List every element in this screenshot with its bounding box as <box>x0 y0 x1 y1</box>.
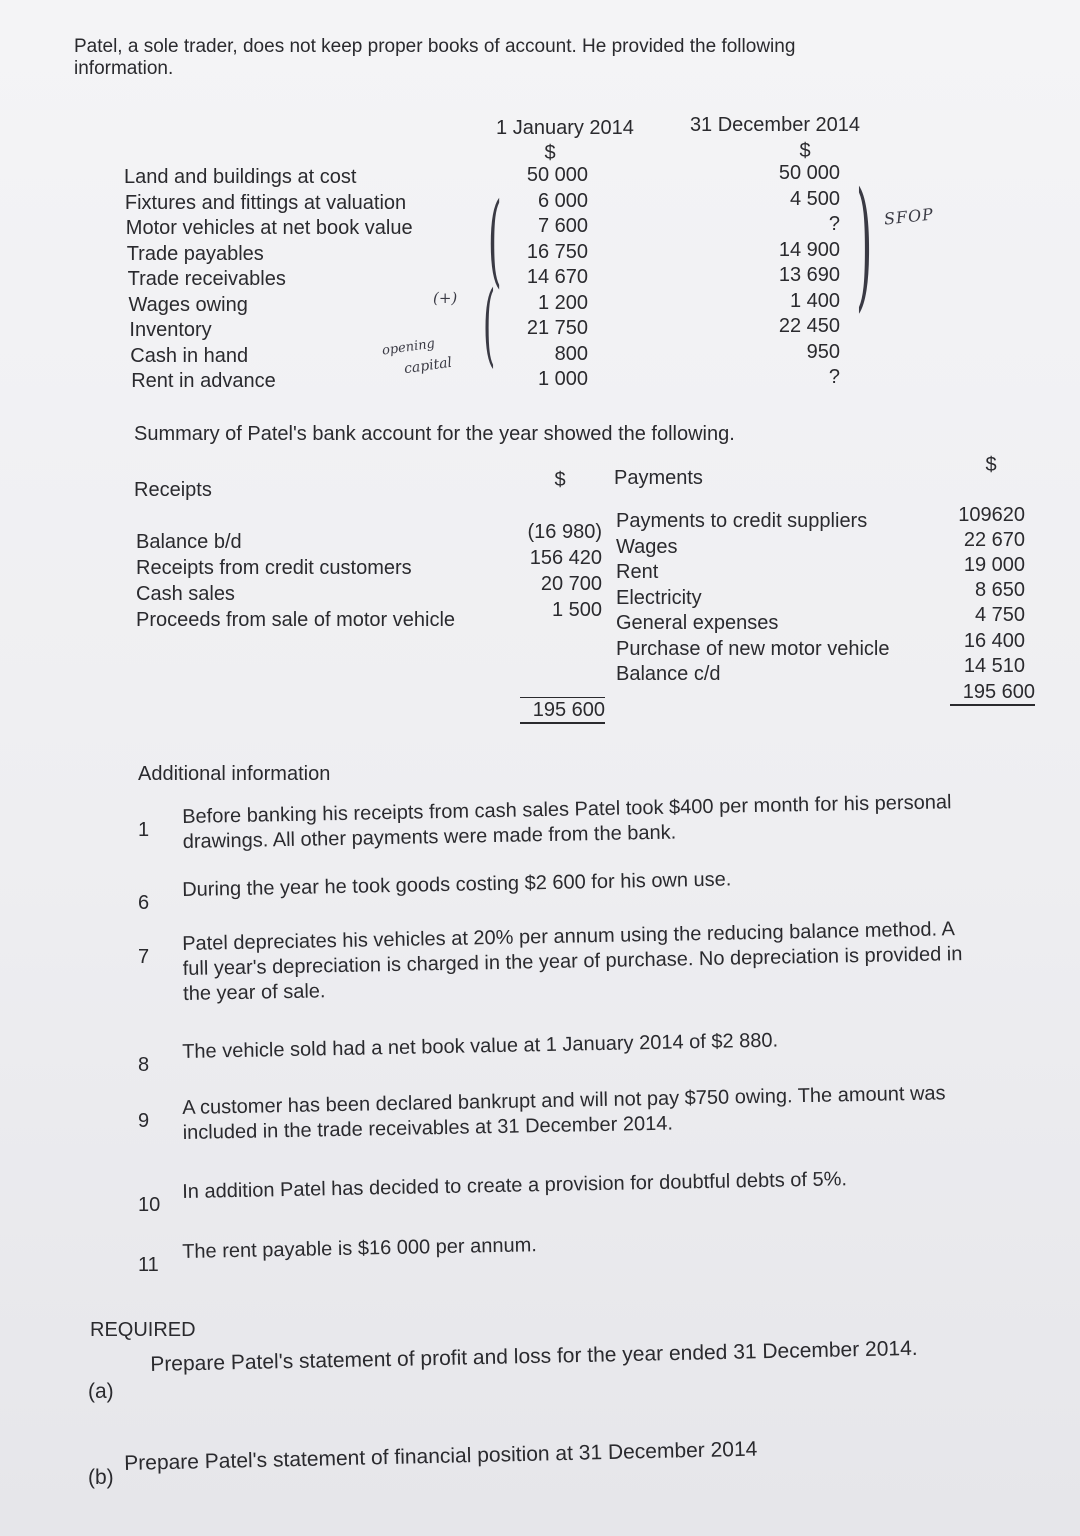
receipt-label: Cash sales <box>136 583 235 605</box>
note-number: 9 <box>138 1110 150 1132</box>
payment-label: Purchase of new motor vehicle <box>616 637 890 660</box>
balance-row-dec: 22 450 <box>778 315 840 337</box>
payment-label: Balance c/d <box>616 663 721 685</box>
balance-row-label: Cash in hand <box>130 344 249 367</box>
note-text: The rent payable is $16 000 per annum. <box>182 1234 538 1263</box>
balance-row-jan: 21 750 <box>526 317 588 339</box>
payment-label: Payments to credit suppliers <box>616 510 868 532</box>
balance-row-label: Inventory <box>129 319 212 341</box>
required-b-label: (b) <box>88 1466 114 1489</box>
balance-row-label: Fixtures and fittings at valuation <box>124 191 407 214</box>
balance-row-label: Motor vehicles at net book value <box>125 217 413 239</box>
receipts-currency: $ <box>554 469 566 491</box>
receipts-header: Receipts <box>134 479 212 501</box>
receipt-value: (16 980) <box>527 521 602 543</box>
payment-value: 16 400 <box>963 629 1025 652</box>
payment-value: 22 670 <box>963 529 1025 552</box>
balance-row-dec: 50 000 <box>778 162 840 184</box>
handwritten-plus: (+) <box>433 289 458 307</box>
currency-dec: $ <box>799 140 811 162</box>
payment-value: 4 750 <box>974 604 1025 627</box>
note-text: During the year he took goods costing $2 600 for his own use. <box>182 868 732 901</box>
handwritten-capital: capital <box>403 354 453 378</box>
balance-row-label: Wages owing <box>128 293 248 316</box>
receipt-label: Receipts from credit customers <box>136 557 412 579</box>
intro-text <box>74 36 795 80</box>
balance-row-dec: 4 500 <box>789 187 840 210</box>
payment-value: 109620 <box>958 504 1025 526</box>
receipt-value: 1 500 <box>551 599 602 621</box>
required-a-text: Prepare Patel's statement of profit and loss for the year ended 31 December 2014. <box>150 1336 918 1376</box>
payment-value: 14 510 <box>963 654 1025 677</box>
balance-row-jan: 6 000 <box>537 189 588 212</box>
note-text: In addition Patel has decided to create a provision for doubtful debts of 5%. <box>182 1168 848 1203</box>
balance-row-dec: ? <box>828 213 840 235</box>
balance-row-jan: 14 670 <box>526 266 588 288</box>
bank-summary-text: Summary of Patel's bank account for the year showed the following. <box>134 423 735 445</box>
payment-value: 8 650 <box>974 579 1025 602</box>
note-text: Before banking his receipts from cash sales Patel took $400 per month for his personal drawings. All other payments were made from the bank. <box>182 791 952 853</box>
receipt-value: 156 420 <box>529 547 602 569</box>
receipts-total: 195 600 <box>520 697 605 724</box>
balance-row-jan: 1 200 <box>537 291 588 314</box>
balance-row-label: Rent in advance <box>131 370 276 392</box>
col-header-jan: 1 January 2014 <box>496 117 634 139</box>
required-title: REQUIRED <box>90 1319 196 1341</box>
payment-value: 19 000 <box>963 554 1025 577</box>
note-number: 8 <box>138 1054 150 1076</box>
col-header-dec: 31 December 2014 <box>689 114 861 136</box>
balance-row-dec: 950 <box>806 340 840 363</box>
currency-jan: $ <box>544 142 556 164</box>
right-brace: ) <box>856 163 873 326</box>
left-brace-lower: ( <box>483 272 496 377</box>
payment-label: General expenses <box>616 612 779 634</box>
payments-total: 195 600 <box>950 680 1035 706</box>
balance-row-dec: 14 900 <box>778 238 840 261</box>
handwritten-opening: opening <box>381 336 436 359</box>
balance-row-dec: 1 400 <box>789 289 840 312</box>
payments-currency: $ <box>985 454 997 476</box>
balance-row-label: Trade receivables <box>127 268 286 290</box>
balance-row-label: Land and buildings at cost <box>124 166 357 188</box>
required-b-text: Prepare Patel's statement of financial position at 31 December 2014 <box>124 1437 758 1475</box>
balance-row-jan: 800 <box>554 342 588 365</box>
payment-label: Electricity <box>616 586 702 609</box>
balance-row-dec: 13 690 <box>778 264 840 286</box>
note-number: 10 <box>138 1194 161 1216</box>
payment-label: Rent <box>616 561 659 583</box>
receipt-value: 20 700 <box>540 573 602 595</box>
balance-row-jan: 16 750 <box>526 240 588 263</box>
note-number: 11 <box>138 1254 159 1276</box>
balance-row-jan: 50 000 <box>526 164 588 186</box>
left-brace-upper: ( <box>488 181 502 298</box>
note-text: Patel depreciates his vehicles at 20% per annum using the reducing balance method. A full year's depreciation is charged in the year of purchase. No depreciation is provided in the year of sale. <box>182 918 963 1005</box>
note-number: 1 <box>138 819 150 841</box>
required-a-label: (a) <box>88 1380 114 1403</box>
payments-header: Payments <box>614 467 703 489</box>
payment-label: Wages <box>616 535 678 558</box>
balance-row-label: Trade payables <box>126 242 264 265</box>
intro-line-1: Patel, a sole trader, does not keep proper books of account. He provided the following <box>74 36 796 57</box>
receipt-label: Balance b/d <box>136 531 242 553</box>
balance-row-jan: 7 600 <box>537 215 588 237</box>
note-text: The vehicle sold had a net book value at 1 January 2014 of $2 880. <box>182 1029 779 1063</box>
note-number: 7 <box>138 946 150 968</box>
note-text: A customer has been declared bankrupt and will not pay $750 owing. The amount was included in the trade receivables at 31 December 2014. <box>182 1082 946 1144</box>
intro-line-2: information. <box>74 58 174 79</box>
balance-row-dec: ? <box>828 366 840 388</box>
handwritten-sfop: SFOP <box>883 204 935 229</box>
balance-row-jan: 1 000 <box>537 368 588 390</box>
receipt-label: Proceeds from sale of motor vehicle <box>136 609 456 631</box>
additional-title: Additional information <box>138 763 331 785</box>
note-number: 6 <box>138 892 150 914</box>
